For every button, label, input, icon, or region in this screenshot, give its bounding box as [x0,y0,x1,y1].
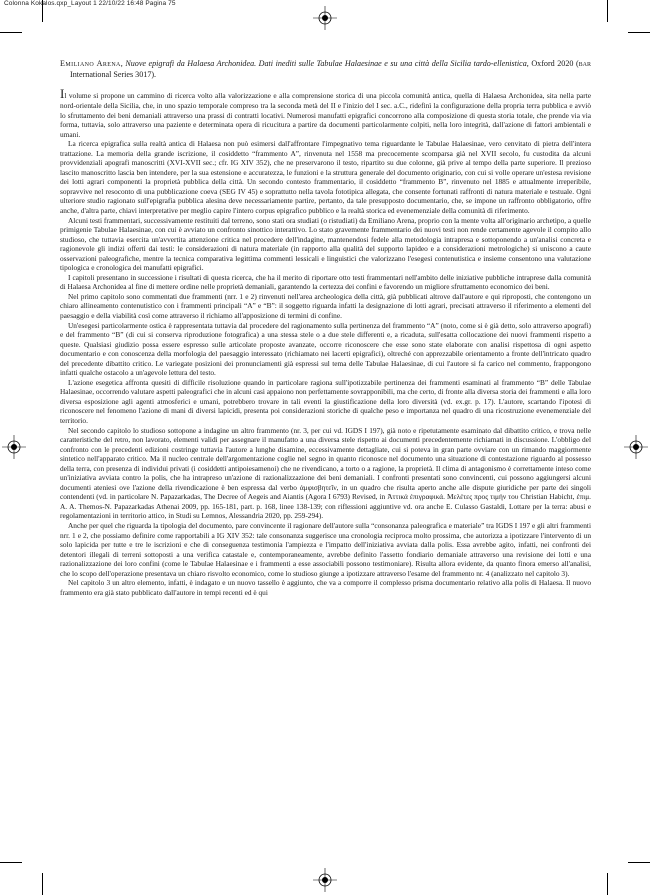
review-body [60,86,591,597]
paragraph: I capitoli presentano in successione i risultati di questa ricerca, che ha il merito di riportare otto testi frammentari nell'ambito delle iniziative pubbliche intraprese dalla comunità di Halaesa Archonidea al fine di mettere ordine nelle proprietà demaniali, garantendo la certezza dei confini e favorendo un migliore sfruttamento economico dei beni. [60,272,591,292]
paragraph: L'azione esegetica affronta quesiti di difficile risoluzione quando in particolare ragiona sull'ipotizzabile pertinenza dei frammenti esaminati al frammento “B” delle Tabulae Halaesinae, occorrendo valutare aspetti paleografici che in alcuni casi appaiono non perfettamente sovrapponibili, ma che certo, di fronte alla diversa storia dei frammenti e alla loro diversa esposizione agli agenti atmosferici e umani, potrebbero trovare in tali eventi la giustificazione della loro diversità (vd. ex.gr. p. 17). L'autore, scartando l'ipotesi di riconoscere nel fenomeno l'azione di mani di diversi lapicidi, presenta poi considerazioni storiche di qualche peso e importanza nel quadro di una ricostruzione evenemenziale del territorio. [60,377,591,425]
registration-mark-left [2,435,26,459]
crop-mark [628,862,650,863]
series-info: International Series 3017). [70,70,157,80]
publisher-info: , Oxford 2020 ( [526,59,579,68]
drop-cap: I [60,86,65,102]
review-header: Emiliano Arena, Nuove epigrafi da Halaesa Archonidea. Dati inediti sulle Tabulae Halaesinae e su una città della Sicilia tardo-ellenistica, Oxford 2020 (bar International Series 3017). [60,59,591,80]
crop-mark [607,0,608,22]
series-abbreviation: bar [578,59,591,68]
paragraph: Nel secondo capitolo lo studioso sottopone a indagine un altro frammento (nr. 3, per cui vd. IGDS I 197), già noto e ripetutamente esaminato dal dibattito critico, e trova nelle caratteristiche del retro, non lavorato, elementi validi per assegnare il manufatto a una diversa stele rispetto ai documenti precedentemente richiamati in discussione. L'obbligo del confronto con le precedenti edizioni costringe tuttavia l'autore a lunghe disamine, eccessivamente dettagliate, cui si poteva in gran parte ovviare con un rimando maggiormente sintetico nell'apparato critico. Ma il nucleo centrale dell'argomentazione coglie nel segno in quanto riconosce nel documento una situazione di contestazione riguardo al possesso della terra, con presenza di individui privati (i cosiddetti antipoiesamenoi) che ne rivendicano, a torto o a ragione, la proprietà. Il clima di antagonismo è correttamente inteso come un'iniziativa avviata contro la polis, che ha intrapreso un'azione di razionalizzazione dei beni demaniali. I confronti presentati sono convincenti, cui possono aggiungersi alcuni documenti ateniesi ove l'azione della rivendicazione è ben espressa dal verbo ἀμφισβητεῖν, in un quadro che risulta aperto anche alle dispute giuridiche per parte dei singoli contendenti (vd. in particolare N. Papazarkadas, The Decree of Aegeis and Aiantis (Agora I 6793) Revised, in Ἀττικά ἐπιγραφικά. Μελέτες προς τιμήν του Christian Habicht, ἐπιμ. A. A. Themos-N. Papazarkadas Athenai 2009, pp. 165-181, part. p. 168, linee 138-139; con riflessioni aggiuntive vd. ora anche E. Culasso Gastaldi, Lottare per la terra: abusi e regolamentazioni in territorio attico, in Studi su Lemnos, Alessandria 2020, pp. 259-294). [60,425,591,521]
print-slug: Colonna Kokalos.qxp_Layout 1 22/10/22 16:48 Pagina 75 [4,0,176,7]
crop-mark [0,32,22,33]
paragraph: Il volume si propone un cammino di ricerca volto alla valorizzazione e alla comprensione storica di una piccola comunità antica, quella di Halaesa Archonidea, sita nella parte nord-orientale della Sicilia, che, in uno spazio temporale compreso tra la seconda metà del II e l'inizio del I sec. a.C., ridefinì la configurazione della propria terra pubblica e avviò lo sfruttamento dei beni demaniali attraverso una prassi di contratti locativi. Numerosi manufatti epigrafici concorrono alla composizione di questa storia totale, che prende via via forma, tuttavia, solo attraverso una paziente e determinata opera di ricucitura a partire da documenti particolarmente colpiti, nella loro integrità, dall'azione di fattori ambientali e umani. [60,86,591,139]
book-title: Nuove epigrafi da Halaesa Archonidea. Dati inediti sulle Tabulae Halaesinae e su una città della Sicilia tardo-ellenistica [125,59,527,68]
crop-mark [607,873,608,895]
paragraph: Anche per quel che riguarda la tipologia del documento, pare convincente il ragionare dell'autore sulla “consonanza paleografica e materiale” tra IGDS I 197 e gli altri frammenti nrr. 1 e 2, che possiamo definire come rapportabili a IG XIV 352: tale consonanza suggerisce una cronologia reciproca molto prossima, che autorizza a ipotizzare l'intervento di un solo lapicida per tutte e tre le iscrizioni e che di conseguenza testimonia l'ampiezza e l'impatto dell'iniziativa avviata dalla polis. Essa avrebbe agito, infatti, nei confronti dei detentori illegali di terreni sottoposti a una verifica catastale e, contemporaneamente, avrebbe definito l'assetto fondiario demaniale attraverso una revisione dei lotti e una razionalizzazione dei loro confini (come le Tabulae Halaesinae e i frammenti a esse associabili possono testimoniare). Risulta allora evidente, da quanto finora emerso all'analisi, che lo scopo dell'operazione presentava un chiaro risvolto economico, come lo studioso giunge a ipotizzare attraverso l'esame del frammento nr. 4 (analizzato nel capitolo 3). [60,521,591,578]
review-page [60,58,591,883]
author-name: Emiliano Arena [60,59,121,68]
paragraph: Nel capitolo 3 un altro elemento, infatti, è indagato e un nuovo tassello è aggiunto, che va a comporre il complesso prisma documentario relativo alla polis di Halaesa. Il nuovo frammento era già stato pubblicato dall'autore in tempi recenti ed è qui [60,578,591,597]
crop-mark [0,862,22,863]
crop-mark [42,873,43,895]
paragraph: Nel primo capitolo sono commentati due frammenti (nrr. 1 e 2) rinvenuti nell'area archeologica della città, già pubblicati altrove dall'autore e qui riproposti, che contengono un chiaro allineamento contenutistico con i frammenti principali “A” e “B”: il soggetto riguarda infatti la designazione di lotti agrari, precisati attraverso il riferimento a elementi del paesaggio e della viabilità così come attraverso il richiamo all'apposizione di termini di confine. [60,291,591,320]
crop-mark [628,32,650,33]
paragraph: Alcuni testi frammentari, successivamente restituiti dal terreno, sono stati ora studiati (o ristudiati) da Emiliano Arena, proprio con la mente volta all'originario archetipo, a quelle primigenie Tabulae Halaesinae, con cui è avviato un confronto sinottico interattivo. Lo stato gravemente frammentario dei nuovi testi non rende certamente agevole il compito allo studioso, che tuttavia esercita un'avvertita attenzione critica nel procedere dell'indagine, mantenendosi fedele alla metodologia intrapresa e sottoponendo a un'analisi concreta e ragionevole gli indizi offerti dai testi: le considerazioni di natura materiale (in rapporto alla qualità del supporto lapideo e a considerazioni metrologiche) si uniscono a caute osservazioni paleografiche, mentre la tecnica comparativa legittima commenti lessicali e linguistici che valorizzano l'esegesi contenutistica e insieme consentono una valutazione tipologica e cronologica dei manufatti epigrafici. [60,215,591,273]
registration-mark-top [313,6,337,30]
crop-mark [42,0,43,22]
registration-mark-right [624,435,648,459]
paragraph: Un'esegesi particolarmente ostica è rappresentata tuttavia dal procedere del ragionamento sulla pertinenza del frammento “A” (noto, come si è già detto, solo attraverso apografi) e del frammento “B” (di cui si conserva riproduzione fotografica) a una stessa stele o a due stele differenti e, a ricaduta, sull'esatta collocazione dei nuovi frammenti rispetto a queste. Qualsiasi giudizio possa essere espresso sulle articolate proposte avanzate, occorre riconoscere che esse sono state elaborate con analisi rispettosa di ogni aspetto documentario e con conoscenza della morfologia del paesaggio interessato (richiamato nei lacerti epigrafici), oltreché con apprezzabile orientamento a fronte dell'intricato quadro del precedente dibattito critico. Le variegate posizioni dei pronunciamenti già espressi sul tema delle Tabulae Halaesinae, di cui l'autore si fa carico nel commento, frappongono infatti qualche ostacolo a un'agevole lettura del testo. [60,320,591,378]
paragraph: La ricerca epigrafica sulla realtà antica di Halaesa non può esimersi dall'affrontare l'impegnativo tema riguardante le Tabulae Halaesinae, vero cenvitato di pietra dell'intera trattazione. La memoria della grande iscrizione, il cosiddetto “frammento A”, rinvenuta nel 1558 ma precocemente scomparsa già nel XVII secolo, fu custodita da alcuni provvidenziali apografi manoscritti (XVI-XVII sec.; cfr. IG XIV 352), che ne preservarono il testo, ripartito su due colonne, già prive al tempo della parte superiore. Il prezioso lascito manoscritto lascia ben intendere, per la sua estensione e accuratezza, le funzioni e la struttura generale del documento originario, con cui si volle operare un'estesa revisione dei lotti agrari componenti la proprietà pubblica della città. Un secondo contesto frammentario, il cosiddetto “frammento B”, rinvenuto nel 1885 e attualmente irreperibile, sopravvive nel resoconto di una pubblicazione coeva (SEG IV 45) e soprattutto nella tavola fototipica allegata, che consente fortunati raffronti di natura materiale e testuale. Ogni ulteriore studio ragionato sull'epigrafia pubblica alesina deve necessariamente partire, pertanto, da tale presupposto documentario, che, se impone un raffronto obbligatorio, offre anche, d'altra parte, chiavi interpretative per meglio capire l'intero corpus epigrafico pubblico e la realtà storica ed evenemenziale della comunità di riferimento. [60,139,591,215]
